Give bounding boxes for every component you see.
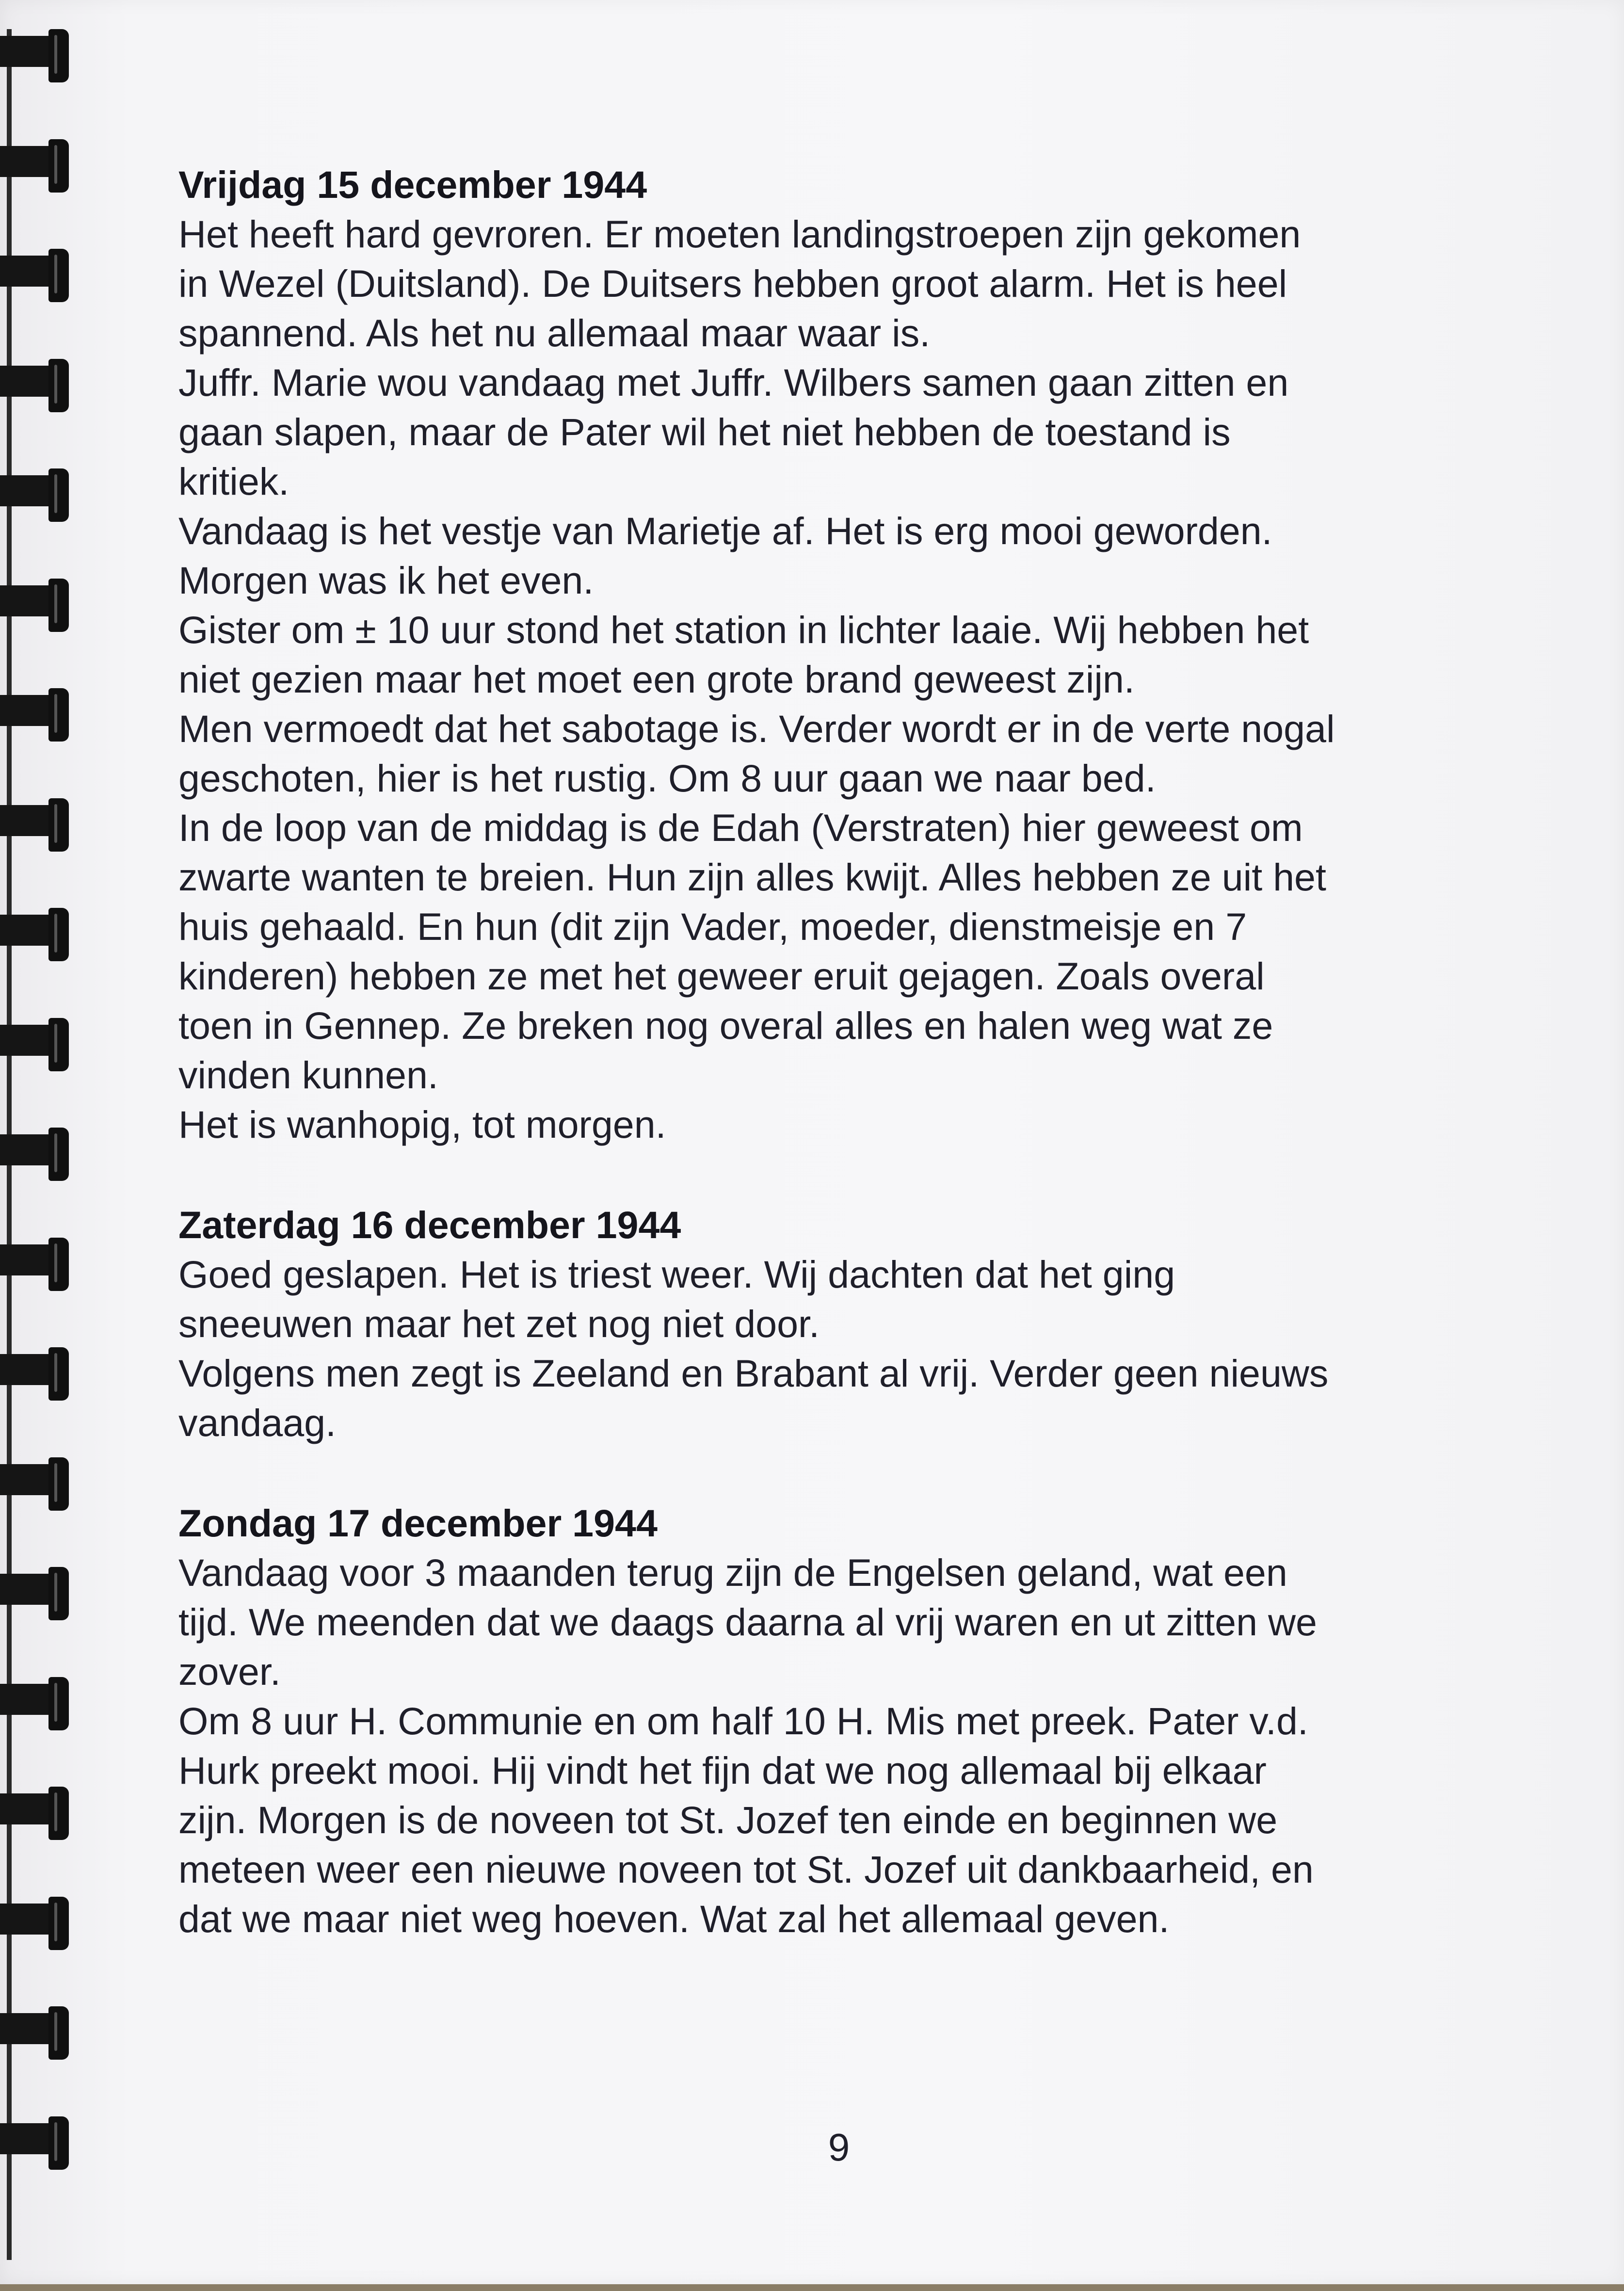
text-line: kinderen) hebben ze met het geweer eruit gejagen. Zoals overal	[178, 954, 1265, 998]
binding-coil	[0, 2006, 73, 2064]
text-line: toen in Gennep. Ze breken nog overal alles en halen weg wat ze	[178, 1004, 1273, 1047]
entry-heading: Vrijdag 15 december 1944	[178, 163, 647, 206]
binding-coil	[0, 798, 73, 855]
text-line: dat we maar niet weg hoeven. Wat zal het allemaal geven.	[178, 1897, 1170, 1940]
binding-coil	[0, 1897, 73, 1954]
text-line: tijd. We meenden dat we daags daarna al vrij waren en ut zitten we	[178, 1600, 1317, 1644]
text-line: geschoten, hier is het rustig. Om 8 uur gaan we naar bed.	[178, 757, 1156, 800]
binding-coil	[0, 29, 73, 86]
text-line: Juffr. Marie wou vandaag met Juffr. Wilbers samen gaan zitten en	[178, 361, 1289, 404]
binding-coil	[0, 1238, 73, 1295]
text-line: Het is wanhopig, tot morgen.	[178, 1103, 666, 1146]
binding-coil	[0, 1567, 73, 1624]
binding-coil	[0, 2116, 73, 2174]
text-line: zwarte wanten te breien. Hun zijn alles kwijt. Alles hebben ze uit het	[178, 855, 1326, 899]
text-line: meteen weer een nieuwe noveen tot St. Jozef uit dankbaarheid, en	[178, 1848, 1314, 1891]
binding-coil	[0, 908, 73, 965]
text-line: Gister om ± 10 uur stond het station in lichter laaie. Wij hebben het	[178, 608, 1309, 651]
diary-entry	[178, 1499, 1517, 1944]
diary-entry	[178, 1200, 1517, 1448]
binding-coil	[0, 359, 73, 416]
text-line: zijn. Morgen is de noveen tot St. Jozef ten einde en beginnen we	[178, 1798, 1278, 1841]
text-line: gaan slapen, maar de Pater wil het niet hebben de toestand is	[178, 410, 1231, 453]
text-line: Het heeft hard gevroren. Er moeten landingstroepen zijn gekomen	[178, 212, 1301, 256]
page-number: 9	[828, 2126, 850, 2169]
binding-coil	[0, 579, 73, 636]
text-line: in Wezel (Duitsland). De Duitsers hebben groot alarm. Het is heel	[178, 262, 1287, 305]
diary-entry	[178, 160, 1517, 1149]
text-line: huis gehaald. En hun (dit zijn Vader, moeder, dienstmeisje en 7	[178, 905, 1247, 948]
binding-coil	[0, 1128, 73, 1185]
text-line: Vandaag is het vestje van Marietje af. Het is erg mooi geworden.	[178, 509, 1272, 552]
text-line: Om 8 uur H. Communie en om half 10 H. Mis met preek. Pater v.d.	[178, 1699, 1308, 1742]
entry-heading: Zaterdag 16 december 1944	[178, 1203, 681, 1246]
text-line: sneeuwen maar het zet nog niet door.	[178, 1302, 820, 1345]
binding-coil	[0, 1457, 73, 1515]
text-line: Volgens men zegt is Zeeland en Brabant al vrij. Verder geen nieuws	[178, 1352, 1329, 1395]
text-line: kritiek.	[178, 460, 289, 503]
text-line: vandaag.	[178, 1401, 337, 1444]
binding-coil	[0, 468, 73, 526]
diary-text	[178, 160, 1517, 1995]
text-line: In de loop van de middag is de Edah (Verstraten) hier geweest om	[178, 806, 1303, 849]
spiral-binding	[0, 0, 78, 2291]
binding-coil	[0, 1018, 73, 1075]
binding-coil	[0, 1347, 73, 1404]
text-line: niet gezien maar het moet een grote brand geweest zijn.	[178, 658, 1135, 701]
text-line: spannend. Als het nu allemaal maar waar is.	[178, 311, 931, 355]
text-line: Men vermoedt dat het sabotage is. Verder wordt er in de verte nogal	[178, 707, 1335, 750]
binding-coil	[0, 139, 73, 196]
binding-coil	[0, 249, 73, 306]
entry-heading: Zondag 17 december 1944	[178, 1501, 658, 1545]
binding-coil	[0, 688, 73, 745]
text-line: Hurk preekt mooi. Hij vindt het fijn dat we nog allemaal bij elkaar	[178, 1749, 1267, 1792]
text-line: Morgen was ik het even.	[178, 559, 594, 602]
text-line: vinden kunnen.	[178, 1053, 438, 1097]
text-line: Vandaag voor 3 maanden terug zijn de Engelsen geland, wat een	[178, 1551, 1287, 1594]
binding-coil	[0, 1677, 73, 1734]
binding-coil	[0, 1787, 73, 1844]
text-line: zover.	[178, 1650, 281, 1693]
text-line: Goed geslapen. Het is triest weer. Wij dachten dat het ging	[178, 1253, 1175, 1296]
